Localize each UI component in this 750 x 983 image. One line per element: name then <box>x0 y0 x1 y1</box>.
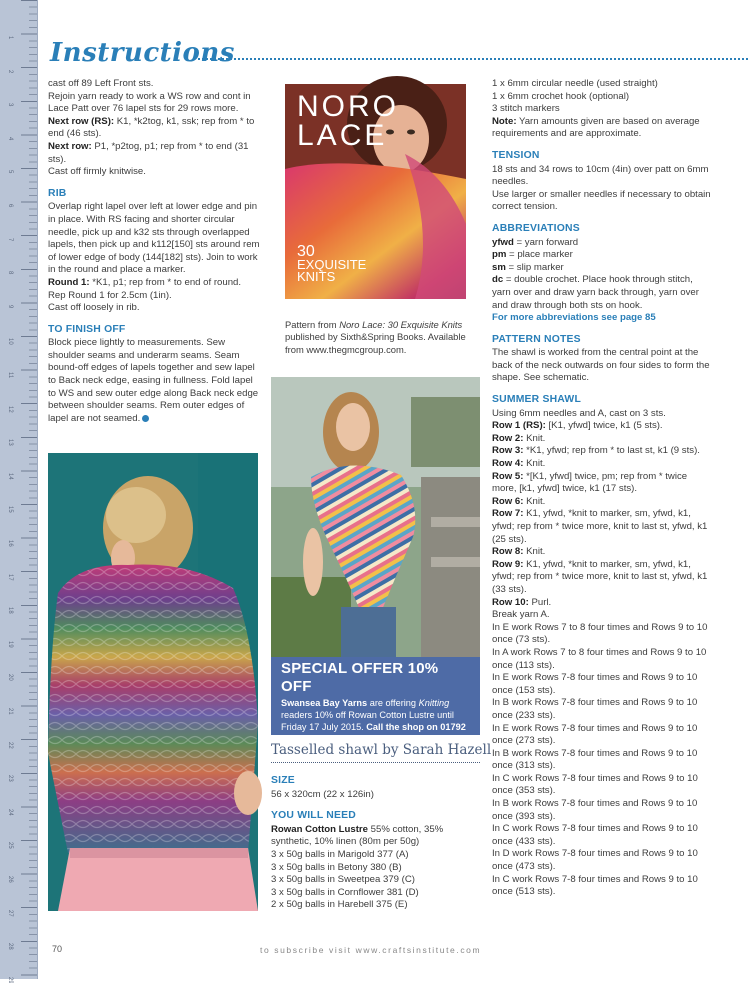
row-text: [K1, yfwd] twice, k1 (5 sts). <box>545 420 663 432</box>
instruction-line: In C work Rows 7-8 four times and Rows 9 to 10 once (513 sts). <box>492 873 698 898</box>
ruler-ticks <box>21 0 37 979</box>
instruction-line: Break yarn A. <box>492 609 550 621</box>
offer-text: readers 10% off Rowan Cotton Lustre until Friday 17 July 2015. <box>281 710 454 733</box>
row-label: Next row (RS): <box>48 115 115 127</box>
ruler-number: 1 <box>7 36 13 40</box>
abbr-line <box>492 274 714 312</box>
instruction-line: In C work Rows 7-8 four times and Rows 9 to 10 once (353 sts). <box>492 772 698 797</box>
row-label: Row 8: <box>492 546 524 558</box>
instruction-row <box>492 559 714 597</box>
ruler-number: 20 <box>7 674 13 682</box>
tension-heading: TENSION <box>492 149 540 161</box>
row-text: Knit. <box>523 495 546 507</box>
offer-magazine: Knitting <box>418 698 450 708</box>
cast-off-rib-line: Cast off loosely in rib. <box>48 302 140 314</box>
note-label: Note: <box>492 115 517 127</box>
ruler-number: 13 <box>7 439 13 446</box>
instruction-line: In E work Rows 7 to 8 four times and Rows 9 to 10 once (73 sts). <box>492 621 708 646</box>
instruction-line: In A work Rows 7 to 8 four times and Rows 9 to 10 once (113 sts). <box>492 646 707 671</box>
measuring-ruler <box>0 0 38 983</box>
ruler-number: 22 <box>7 741 13 749</box>
book-title-line: LACE <box>297 119 388 152</box>
ball-line: 3 x 50g balls in Cornflower 381 (D) <box>271 886 419 898</box>
abbr-line <box>492 237 714 250</box>
book-subtitle-line: 30 <box>297 243 315 260</box>
cardigan-illustration <box>48 453 258 911</box>
caption-book-title: Noro Lace: 30 Exquisite Knits <box>339 319 463 330</box>
cast-off-line: Cast off firmly knitwise. <box>48 166 146 178</box>
instruction-row <box>492 458 714 471</box>
row-label: Row 4: <box>492 458 524 470</box>
needle-line: 3 stitch markers <box>492 103 560 115</box>
yarn-line <box>271 824 483 849</box>
ruler-number: 15 <box>7 506 13 514</box>
row-text: Knit. <box>523 432 546 444</box>
ruler-number: 16 <box>7 540 13 547</box>
row-text: *K1, yfwd; rep from * to last st, k1 (9 sts). <box>523 445 700 457</box>
row-text: K1, yfwd, *knit to marker, sm, yfwd, k1, yfwd; rep from * twice more, knit to last st, yfwd, k1 (25 sts). <box>492 508 708 545</box>
instruction-row <box>492 597 714 610</box>
instruction-line: In E work Rows 7-8 four times and Rows 9 to 10 once (273 sts). <box>492 722 698 747</box>
intro-line: Rejoin yarn ready to work a WS row and cont in Lace Patt over 76 lapel sts for 29 rows more. <box>48 90 251 115</box>
row-label: Row 10: <box>492 596 529 608</box>
instruction-line: In E work Rows 7-8 four times and Rows 9 to 10 once (153 sts). <box>492 672 698 696</box>
shawl-illustration <box>271 377 480 657</box>
shawl-photo <box>271 377 480 657</box>
ruler-numbers <box>3 0 17 983</box>
page-header <box>50 38 750 72</box>
page-title: Instructions <box>50 38 235 68</box>
ruler-number: 17 <box>7 573 13 581</box>
instruction-row <box>492 496 714 509</box>
finish-text-body: Block piece lightly to measurements. Sew shoulder seams and underarm seams. Seam bound-off edges of lapels together and sew lapel to Back neck edge, easing in fullness. Fold lapel to WS and sew outer edge along Back neck edge between shoulder seams. Rem outer edges of lapel are not seamed. <box>48 337 259 424</box>
abbr-value: = place marker <box>506 249 573 261</box>
abbr-value: = double crochet. Place hook through stitch, yarn over and draw yarn back through, yarn over and draw through both sts on hook. <box>492 274 699 311</box>
row-text: Purl. <box>528 596 552 608</box>
instruction-row <box>492 471 714 496</box>
ruler-number: 7 <box>7 237 13 241</box>
shawl-title-rule <box>271 762 480 763</box>
row-label: Row 9: <box>492 558 524 570</box>
row-label: Row 2: <box>492 432 524 444</box>
abbr-key: dc <box>492 274 504 286</box>
row-text: Knit. <box>523 546 546 558</box>
cardigan-photo <box>48 453 258 911</box>
offer-shop-name: Swansea Bay Yarns <box>281 698 368 708</box>
ruler-number: 24 <box>7 808 13 816</box>
offer-title: SPECIAL OFFER 10% OFF <box>281 660 439 695</box>
ruler-number: 11 <box>7 372 13 379</box>
instruction-line: In C work Rows 7-8 four times and Rows 9 to 10 once (433 sts). <box>492 823 698 847</box>
row-text: K1, *k2tog, k1, ssk; rep from * to end (46 sts). <box>48 115 255 140</box>
row-label: Row 6: <box>492 495 524 507</box>
ruler-number: 18 <box>7 607 13 614</box>
ruler-number: 3 <box>7 103 13 107</box>
ruler-number: 6 <box>7 204 13 208</box>
more-abbreviations-link[interactable]: For more abbreviations see page 85 <box>492 312 656 324</box>
rep-round-line: Rep Round 1 for 2.5cm (1in). <box>48 289 172 301</box>
ruler-number: 9 <box>7 304 13 309</box>
pattern-notes-heading: PATTERN NOTES <box>492 333 581 345</box>
ruler-number: 5 <box>7 170 13 174</box>
need-heading: YOU WILL NEED <box>271 810 356 822</box>
size-text: 56 x 320cm (22 x 126in) <box>271 788 374 800</box>
book-subtitle-line: KNITS <box>297 269 336 284</box>
subscribe-url[interactable]: to subscribe visit www.craftsinstitute.com <box>260 945 482 955</box>
ruler-number: 21 <box>7 708 13 715</box>
note-text: Yarn amounts given are based on average requirements and are approximate. <box>492 115 700 140</box>
ruler-number: 25 <box>7 842 13 850</box>
ball-line: 3 x 50g balls in Sweetpea 379 (C) <box>271 874 415 886</box>
ruler-number: 19 <box>7 640 13 648</box>
row-text: Knit. <box>523 458 546 470</box>
offer-text: are offering <box>367 698 419 708</box>
abbr-value: = yarn forward <box>513 236 579 248</box>
row-label: Row 1 (RS): <box>492 420 546 432</box>
intro-line: cast off 89 Left Front sts. <box>48 78 154 89</box>
book-subtitle-line: EXQUISITE <box>297 257 367 272</box>
ruler-number: 4 <box>7 136 13 141</box>
column-right <box>492 78 714 899</box>
instruction-row <box>492 546 714 559</box>
ruler-number: 14 <box>7 472 13 480</box>
caption-text: Pattern from <box>285 319 340 330</box>
row-label: Next row: <box>48 140 92 152</box>
offer-body <box>281 697 470 746</box>
finish-heading: TO FINISH OFF <box>48 323 126 335</box>
abbr-line <box>492 262 714 275</box>
shawl-title: Tasselled shawl by Sarah Hazell <box>271 742 492 758</box>
rib-heading: RIB <box>48 187 67 199</box>
ruler-number: 26 <box>7 876 13 883</box>
ruler-number: 12 <box>7 405 13 413</box>
ruler-number: 23 <box>7 775 13 782</box>
offer-text: to receive your discount. <box>311 734 414 745</box>
instruction-row <box>48 116 260 141</box>
ruler-number: 29 <box>7 976 13 983</box>
instruction-row <box>492 420 714 433</box>
needle-line: 1 x 6mm circular needle (used straight) <box>492 78 658 89</box>
ruler-number: 28 <box>7 943 13 950</box>
rib-text: Overlap right lapel over left at lower edge and pin in place. With RS facing and shorter circular needle, pick up and k32 sts through overlapped lapels, then pick up and k112[150] sts around rem of lower edge of body (144[182] sts). Join to work in the round and place a marker. <box>48 201 260 276</box>
size-heading: SIZE <box>271 775 295 786</box>
tension-text: Use larger or smaller needles if necessary to obtain correct tension. <box>492 188 711 213</box>
abbr-value: = slip marker <box>505 261 564 273</box>
book-subtitle <box>297 244 366 283</box>
instruction-row <box>492 508 714 546</box>
column-middle-text <box>271 775 483 912</box>
ruler-number: 2 <box>7 69 13 73</box>
abbr-key: pm <box>492 249 507 261</box>
offer-phone[interactable]: Call the shop on 01792 469171 <box>281 722 466 745</box>
ball-line: 3 x 50g balls in Betony 380 (B) <box>271 861 402 873</box>
finish-text <box>48 337 260 425</box>
pattern-notes-text: The shawl is worked from the central point at the back of the neck outwards on four sides to form the shape. See schematic. <box>492 347 710 384</box>
needle-line: 1 x 6mm crochet hook (optional) <box>492 90 630 102</box>
instruction-line: In B work Rows 7-8 four times and Rows 9 to 10 once (313 sts). <box>492 747 698 772</box>
summer-shawl-heading: SUMMER SHAWL <box>492 394 581 406</box>
caption-text: published by Sixth&Spring Books. Available from www.thegmcgroup.com. <box>285 331 466 355</box>
special-offer-banner <box>271 657 480 745</box>
abbreviations-heading: ABBREVIATIONS <box>492 222 580 234</box>
summer-intro: Using 6mm needles and A, cast on 3 sts. <box>492 407 666 419</box>
row-label: Row 5: <box>492 470 524 482</box>
end-bullet-icon <box>142 415 149 422</box>
instruction-row <box>492 433 714 446</box>
ball-line: 3 x 50g balls in Marigold 377 (A) <box>271 848 409 860</box>
row-text: K1, yfwd, *knit to marker, sm, yfwd, k1, yfwd; rep from * twice more, knit to last st, yfwd, k1 (33 sts). <box>492 558 708 595</box>
instruction-row <box>48 141 260 166</box>
page-number: 70 <box>52 944 63 954</box>
abbr-key: yfwd <box>492 236 514 248</box>
row-text: *[K1, yfwd] twice, pm; rep from * twice more, [k1, yfwd] twice, k1 (17 sts). <box>492 470 688 495</box>
instruction-line: In B work Rows 7-8 four times and Rows 9 to 10 once (393 sts). <box>492 798 698 822</box>
row-label: Row 7: <box>492 508 524 520</box>
instruction-row <box>48 277 260 290</box>
instruction-line: In B work Rows 7-8 four times and Rows 9 to 10 once (233 sts). <box>492 697 698 721</box>
tension-text: 18 sts and 34 rows to 10cm (4in) over patt on 6mm needles. <box>492 163 709 188</box>
ruler-number: 8 <box>7 271 13 275</box>
book-caption <box>285 319 470 356</box>
abbr-line <box>492 249 714 262</box>
ruler-number: 10 <box>7 338 13 346</box>
header-dotted-rule <box>198 58 748 60</box>
row-label: Round 1: <box>48 276 90 288</box>
yarn-name: Rowan Cotton Lustre <box>271 823 368 835</box>
ruler-number: 27 <box>7 909 13 917</box>
ball-line: 2 x 50g balls in Harebell 375 (E) <box>271 899 408 911</box>
row-text: P1, *p2tog, p1; rep from * to end (31 sts). <box>48 140 249 165</box>
abbr-key: sm <box>492 261 506 273</box>
column-left <box>48 78 260 425</box>
note-line <box>492 116 714 141</box>
instruction-row <box>492 445 714 458</box>
row-text: *K1, p1; rep from * to end of round. <box>89 276 242 288</box>
yarn-text: 55% cotton, 35% synthetic, 10% linen (80m per 50g) <box>271 823 444 848</box>
instruction-line: In D work Rows 7-8 four times and Rows 9 to 10 once (473 sts). <box>492 848 698 873</box>
book-title-line: NORO <box>297 90 399 123</box>
row-label: Row 3: <box>492 445 524 457</box>
book-cover-noro-lace <box>285 84 466 299</box>
book-title <box>297 92 399 150</box>
